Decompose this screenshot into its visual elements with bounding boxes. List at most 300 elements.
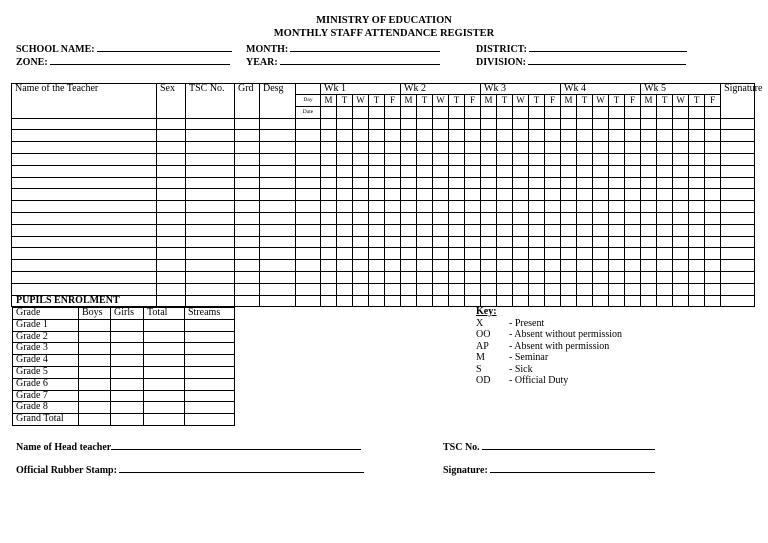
attendance-cell[interactable] [561, 153, 577, 165]
attendance-cell[interactable] [721, 130, 755, 142]
attendance-cell[interactable] [235, 248, 260, 260]
attendance-cell[interactable] [561, 142, 577, 154]
attendance-cell[interactable] [321, 201, 337, 213]
attendance-cell[interactable] [561, 260, 577, 272]
signature-field[interactable] [443, 463, 655, 476]
attendance-cell[interactable] [417, 130, 433, 142]
date-cell[interactable] [481, 106, 497, 118]
attendance-cell[interactable] [481, 142, 497, 154]
attendance-cell[interactable] [673, 271, 689, 283]
attendance-cell[interactable] [369, 130, 385, 142]
attendance-cell[interactable] [689, 153, 705, 165]
attendance-cell[interactable] [186, 177, 235, 189]
date-cell[interactable] [321, 106, 337, 118]
attendance-cell[interactable] [186, 271, 235, 283]
enrolment-cell[interactable] [144, 319, 185, 331]
attendance-cell[interactable] [561, 283, 577, 295]
attendance-cell[interactable] [296, 283, 321, 295]
attendance-cell[interactable] [401, 283, 417, 295]
attendance-cell[interactable] [545, 118, 561, 130]
attendance-cell[interactable] [417, 271, 433, 283]
attendance-cell[interactable] [235, 212, 260, 224]
enrolment-cell[interactable] [185, 366, 235, 378]
attendance-cell[interactable] [353, 283, 369, 295]
attendance-cell[interactable] [449, 130, 465, 142]
attendance-cell[interactable] [705, 189, 721, 201]
attendance-cell[interactable] [673, 165, 689, 177]
attendance-cell[interactable] [353, 130, 369, 142]
zone-line[interactable] [50, 55, 230, 65]
attendance-cell[interactable] [401, 201, 417, 213]
attendance-cell[interactable] [401, 130, 417, 142]
attendance-cell[interactable] [385, 271, 401, 283]
attendance-cell[interactable] [529, 236, 545, 248]
date-cell[interactable] [657, 106, 673, 118]
attendance-cell[interactable] [641, 118, 657, 130]
attendance-cell[interactable] [433, 212, 449, 224]
date-cell[interactable] [705, 106, 721, 118]
date-cell[interactable] [577, 106, 593, 118]
attendance-cell[interactable] [673, 224, 689, 236]
attendance-cell[interactable] [296, 153, 321, 165]
attendance-cell[interactable] [641, 153, 657, 165]
attendance-cell[interactable] [449, 177, 465, 189]
attendance-cell[interactable] [417, 283, 433, 295]
attendance-cell[interactable] [449, 153, 465, 165]
attendance-cell[interactable] [417, 248, 433, 260]
attendance-cell[interactable] [625, 212, 641, 224]
date-cell[interactable] [497, 106, 513, 118]
attendance-cell[interactable] [186, 153, 235, 165]
attendance-cell[interactable] [593, 260, 609, 272]
attendance-cell[interactable] [657, 201, 673, 213]
attendance-cell[interactable] [385, 283, 401, 295]
attendance-cell[interactable] [481, 118, 497, 130]
attendance-cell[interactable] [625, 236, 641, 248]
attendance-cell[interactable] [433, 283, 449, 295]
attendance-cell[interactable] [12, 153, 157, 165]
attendance-cell[interactable] [497, 236, 513, 248]
attendance-cell[interactable] [513, 248, 529, 260]
attendance-cell[interactable] [577, 201, 593, 213]
attendance-cell[interactable] [689, 201, 705, 213]
attendance-cell[interactable] [609, 248, 625, 260]
attendance-cell[interactable] [545, 142, 561, 154]
attendance-cell[interactable] [260, 248, 296, 260]
year-field[interactable] [246, 55, 440, 68]
attendance-cell[interactable] [385, 295, 401, 307]
tsc-no-field[interactable] [443, 440, 655, 453]
attendance-cell[interactable] [705, 165, 721, 177]
district-line[interactable] [529, 42, 687, 52]
attendance-cell[interactable] [296, 118, 321, 130]
attendance-cell[interactable] [369, 283, 385, 295]
attendance-cell[interactable] [481, 271, 497, 283]
attendance-cell[interactable] [449, 271, 465, 283]
attendance-cell[interactable] [641, 130, 657, 142]
attendance-cell[interactable] [337, 165, 353, 177]
attendance-cell[interactable] [449, 236, 465, 248]
attendance-cell[interactable] [369, 189, 385, 201]
attendance-cell[interactable] [593, 201, 609, 213]
date-cell[interactable] [401, 106, 417, 118]
attendance-cell[interactable] [260, 142, 296, 154]
enrolment-cell[interactable] [185, 390, 235, 402]
attendance-cell[interactable] [433, 201, 449, 213]
enrolment-cell[interactable] [144, 378, 185, 390]
date-cell[interactable] [353, 106, 369, 118]
attendance-cell[interactable] [497, 248, 513, 260]
attendance-cell[interactable] [260, 224, 296, 236]
attendance-cell[interactable] [449, 189, 465, 201]
attendance-cell[interactable] [609, 201, 625, 213]
attendance-cell[interactable] [417, 236, 433, 248]
attendance-cell[interactable] [497, 201, 513, 213]
attendance-cell[interactable] [296, 236, 321, 248]
attendance-cell[interactable] [235, 165, 260, 177]
attendance-cell[interactable] [721, 212, 755, 224]
attendance-cell[interactable] [260, 260, 296, 272]
attendance-cell[interactable] [337, 224, 353, 236]
attendance-cell[interactable] [353, 153, 369, 165]
attendance-cell[interactable] [465, 189, 481, 201]
school-name-field[interactable] [16, 42, 232, 55]
attendance-cell[interactable] [721, 236, 755, 248]
attendance-cell[interactable] [641, 271, 657, 283]
attendance-cell[interactable] [529, 201, 545, 213]
attendance-cell[interactable] [625, 248, 641, 260]
attendance-cell[interactable] [721, 271, 755, 283]
attendance-cell[interactable] [593, 212, 609, 224]
attendance-cell[interactable] [465, 283, 481, 295]
attendance-cell[interactable] [641, 212, 657, 224]
attendance-cell[interactable] [235, 153, 260, 165]
enrolment-cell[interactable] [185, 343, 235, 355]
attendance-cell[interactable] [609, 283, 625, 295]
attendance-cell[interactable] [721, 189, 755, 201]
attendance-cell[interactable] [449, 248, 465, 260]
attendance-cell[interactable] [296, 295, 321, 307]
attendance-cell[interactable] [465, 142, 481, 154]
attendance-cell[interactable] [385, 165, 401, 177]
attendance-cell[interactable] [157, 236, 186, 248]
attendance-cell[interactable] [401, 189, 417, 201]
attendance-cell[interactable] [577, 189, 593, 201]
attendance-cell[interactable] [705, 271, 721, 283]
attendance-cell[interactable] [593, 283, 609, 295]
attendance-cell[interactable] [593, 177, 609, 189]
attendance-cell[interactable] [721, 153, 755, 165]
attendance-cell[interactable] [337, 177, 353, 189]
head-teacher-line[interactable] [111, 440, 361, 450]
attendance-cell[interactable] [401, 212, 417, 224]
attendance-cell[interactable] [529, 165, 545, 177]
attendance-cell[interactable] [625, 130, 641, 142]
attendance-cell[interactable] [157, 142, 186, 154]
attendance-cell[interactable] [529, 271, 545, 283]
attendance-cell[interactable] [321, 153, 337, 165]
attendance-cell[interactable] [513, 271, 529, 283]
attendance-cell[interactable] [417, 260, 433, 272]
attendance-cell[interactable] [385, 201, 401, 213]
attendance-cell[interactable] [577, 260, 593, 272]
attendance-cell[interactable] [433, 130, 449, 142]
attendance-cell[interactable] [385, 248, 401, 260]
enrolment-cell[interactable] [79, 319, 111, 331]
attendance-cell[interactable] [625, 177, 641, 189]
date-cell[interactable] [561, 106, 577, 118]
attendance-cell[interactable] [545, 236, 561, 248]
attendance-cell[interactable] [705, 248, 721, 260]
date-cell[interactable] [449, 106, 465, 118]
tsc-no-line[interactable] [482, 440, 655, 450]
attendance-cell[interactable] [449, 142, 465, 154]
enrolment-cell[interactable] [144, 414, 185, 426]
attendance-cell[interactable] [593, 130, 609, 142]
attendance-cell[interactable] [481, 212, 497, 224]
attendance-cell[interactable] [609, 189, 625, 201]
attendance-cell[interactable] [449, 295, 465, 307]
enrolment-cell[interactable] [111, 366, 144, 378]
attendance-cell[interactable] [593, 118, 609, 130]
attendance-cell[interactable] [497, 224, 513, 236]
attendance-cell[interactable] [513, 224, 529, 236]
attendance-cell[interactable] [657, 142, 673, 154]
enrolment-cell[interactable] [111, 355, 144, 367]
attendance-cell[interactable] [497, 118, 513, 130]
attendance-cell[interactable] [353, 142, 369, 154]
attendance-cell[interactable] [369, 165, 385, 177]
attendance-cell[interactable] [497, 142, 513, 154]
enrolment-cell[interactable] [111, 414, 144, 426]
enrolment-cell[interactable] [144, 343, 185, 355]
attendance-cell[interactable] [705, 283, 721, 295]
attendance-cell[interactable] [353, 189, 369, 201]
attendance-cell[interactable] [12, 271, 157, 283]
attendance-cell[interactable] [593, 236, 609, 248]
attendance-cell[interactable] [296, 224, 321, 236]
attendance-cell[interactable] [353, 236, 369, 248]
attendance-cell[interactable] [673, 118, 689, 130]
attendance-cell[interactable] [609, 118, 625, 130]
enrolment-cell[interactable] [79, 390, 111, 402]
attendance-cell[interactable] [657, 224, 673, 236]
attendance-cell[interactable] [186, 283, 235, 295]
enrolment-cell[interactable] [144, 366, 185, 378]
attendance-cell[interactable] [417, 165, 433, 177]
attendance-cell[interactable] [235, 295, 260, 307]
attendance-cell[interactable] [401, 271, 417, 283]
attendance-cell[interactable] [449, 201, 465, 213]
attendance-cell[interactable] [417, 224, 433, 236]
attendance-cell[interactable] [186, 118, 235, 130]
zone-field[interactable] [16, 55, 230, 68]
attendance-cell[interactable] [12, 201, 157, 213]
attendance-cell[interactable] [433, 271, 449, 283]
attendance-cell[interactable] [296, 271, 321, 283]
attendance-cell[interactable] [545, 201, 561, 213]
attendance-cell[interactable] [385, 142, 401, 154]
attendance-cell[interactable] [561, 236, 577, 248]
attendance-cell[interactable] [417, 153, 433, 165]
date-cell[interactable] [641, 106, 657, 118]
attendance-cell[interactable] [157, 295, 186, 307]
attendance-cell[interactable] [513, 153, 529, 165]
attendance-cell[interactable] [433, 260, 449, 272]
attendance-cell[interactable] [296, 177, 321, 189]
attendance-cell[interactable] [609, 212, 625, 224]
attendance-cell[interactable] [529, 153, 545, 165]
attendance-cell[interactable] [401, 118, 417, 130]
attendance-cell[interactable] [593, 142, 609, 154]
attendance-cell[interactable] [321, 248, 337, 260]
attendance-cell[interactable] [321, 118, 337, 130]
attendance-cell[interactable] [561, 165, 577, 177]
attendance-cell[interactable] [385, 118, 401, 130]
attendance-cell[interactable] [577, 142, 593, 154]
attendance-cell[interactable] [417, 201, 433, 213]
attendance-cell[interactable] [561, 212, 577, 224]
attendance-cell[interactable] [513, 212, 529, 224]
attendance-cell[interactable] [337, 189, 353, 201]
date-cell[interactable] [369, 106, 385, 118]
attendance-cell[interactable] [705, 295, 721, 307]
attendance-cell[interactable] [186, 212, 235, 224]
attendance-cell[interactable] [641, 283, 657, 295]
attendance-cell[interactable] [561, 201, 577, 213]
attendance-cell[interactable] [641, 236, 657, 248]
attendance-cell[interactable] [513, 177, 529, 189]
attendance-cell[interactable] [321, 295, 337, 307]
division-line[interactable] [528, 55, 686, 65]
date-cell[interactable] [385, 106, 401, 118]
attendance-cell[interactable] [353, 201, 369, 213]
attendance-cell[interactable] [689, 118, 705, 130]
attendance-cell[interactable] [721, 177, 755, 189]
attendance-cell[interactable] [561, 224, 577, 236]
attendance-cell[interactable] [369, 118, 385, 130]
attendance-cell[interactable] [497, 153, 513, 165]
signature-line[interactable] [490, 463, 655, 473]
attendance-cell[interactable] [513, 260, 529, 272]
attendance-cell[interactable] [673, 153, 689, 165]
attendance-cell[interactable] [593, 153, 609, 165]
attendance-cell[interactable] [465, 224, 481, 236]
attendance-cell[interactable] [705, 177, 721, 189]
attendance-cell[interactable] [260, 271, 296, 283]
attendance-cell[interactable] [433, 248, 449, 260]
attendance-cell[interactable] [369, 142, 385, 154]
attendance-cell[interactable] [369, 248, 385, 260]
attendance-cell[interactable] [481, 283, 497, 295]
enrolment-cell[interactable] [111, 390, 144, 402]
attendance-cell[interactable] [673, 189, 689, 201]
attendance-cell[interactable] [296, 212, 321, 224]
attendance-cell[interactable] [157, 153, 186, 165]
attendance-cell[interactable] [625, 153, 641, 165]
attendance-cell[interactable] [12, 212, 157, 224]
attendance-cell[interactable] [12, 260, 157, 272]
attendance-cell[interactable] [337, 248, 353, 260]
enrolment-cell[interactable] [79, 366, 111, 378]
attendance-cell[interactable] [321, 177, 337, 189]
attendance-cell[interactable] [577, 248, 593, 260]
attendance-cell[interactable] [529, 142, 545, 154]
attendance-cell[interactable] [481, 165, 497, 177]
attendance-cell[interactable] [545, 283, 561, 295]
enrolment-cell[interactable] [111, 378, 144, 390]
attendance-cell[interactable] [353, 248, 369, 260]
enrolment-cell[interactable] [185, 331, 235, 343]
attendance-cell[interactable] [465, 212, 481, 224]
attendance-cell[interactable] [353, 165, 369, 177]
attendance-cell[interactable] [417, 212, 433, 224]
attendance-cell[interactable] [449, 224, 465, 236]
date-cell[interactable] [529, 106, 545, 118]
attendance-cell[interactable] [12, 142, 157, 154]
attendance-cell[interactable] [186, 224, 235, 236]
attendance-cell[interactable] [369, 236, 385, 248]
attendance-cell[interactable] [321, 236, 337, 248]
attendance-cell[interactable] [657, 236, 673, 248]
attendance-cell[interactable] [385, 153, 401, 165]
attendance-cell[interactable] [593, 165, 609, 177]
attendance-cell[interactable] [609, 224, 625, 236]
attendance-cell[interactable] [385, 212, 401, 224]
attendance-cell[interactable] [721, 260, 755, 272]
attendance-cell[interactable] [433, 224, 449, 236]
attendance-cell[interactable] [625, 118, 641, 130]
attendance-cell[interactable] [657, 271, 673, 283]
attendance-cell[interactable] [12, 130, 157, 142]
attendance-cell[interactable] [545, 248, 561, 260]
attendance-cell[interactable] [545, 177, 561, 189]
attendance-cell[interactable] [609, 177, 625, 189]
attendance-cell[interactable] [577, 177, 593, 189]
attendance-cell[interactable] [401, 153, 417, 165]
attendance-cell[interactable] [529, 248, 545, 260]
attendance-cell[interactable] [186, 236, 235, 248]
attendance-cell[interactable] [417, 177, 433, 189]
attendance-cell[interactable] [561, 177, 577, 189]
attendance-cell[interactable] [641, 295, 657, 307]
attendance-cell[interactable] [657, 283, 673, 295]
attendance-cell[interactable] [609, 130, 625, 142]
attendance-cell[interactable] [513, 201, 529, 213]
attendance-cell[interactable] [545, 224, 561, 236]
attendance-cell[interactable] [673, 212, 689, 224]
attendance-cell[interactable] [721, 283, 755, 295]
attendance-cell[interactable] [433, 165, 449, 177]
attendance-cell[interactable] [673, 177, 689, 189]
attendance-cell[interactable] [401, 177, 417, 189]
attendance-cell[interactable] [465, 118, 481, 130]
attendance-cell[interactable] [401, 248, 417, 260]
attendance-cell[interactable] [577, 283, 593, 295]
enrolment-cell[interactable] [144, 390, 185, 402]
attendance-cell[interactable] [689, 165, 705, 177]
attendance-cell[interactable] [12, 189, 157, 201]
attendance-cell[interactable] [260, 201, 296, 213]
attendance-cell[interactable] [657, 189, 673, 201]
attendance-cell[interactable] [337, 212, 353, 224]
attendance-cell[interactable] [337, 142, 353, 154]
enrolment-cell[interactable] [185, 319, 235, 331]
attendance-cell[interactable] [465, 177, 481, 189]
attendance-cell[interactable] [296, 189, 321, 201]
month-field[interactable] [246, 42, 440, 55]
attendance-cell[interactable] [449, 212, 465, 224]
